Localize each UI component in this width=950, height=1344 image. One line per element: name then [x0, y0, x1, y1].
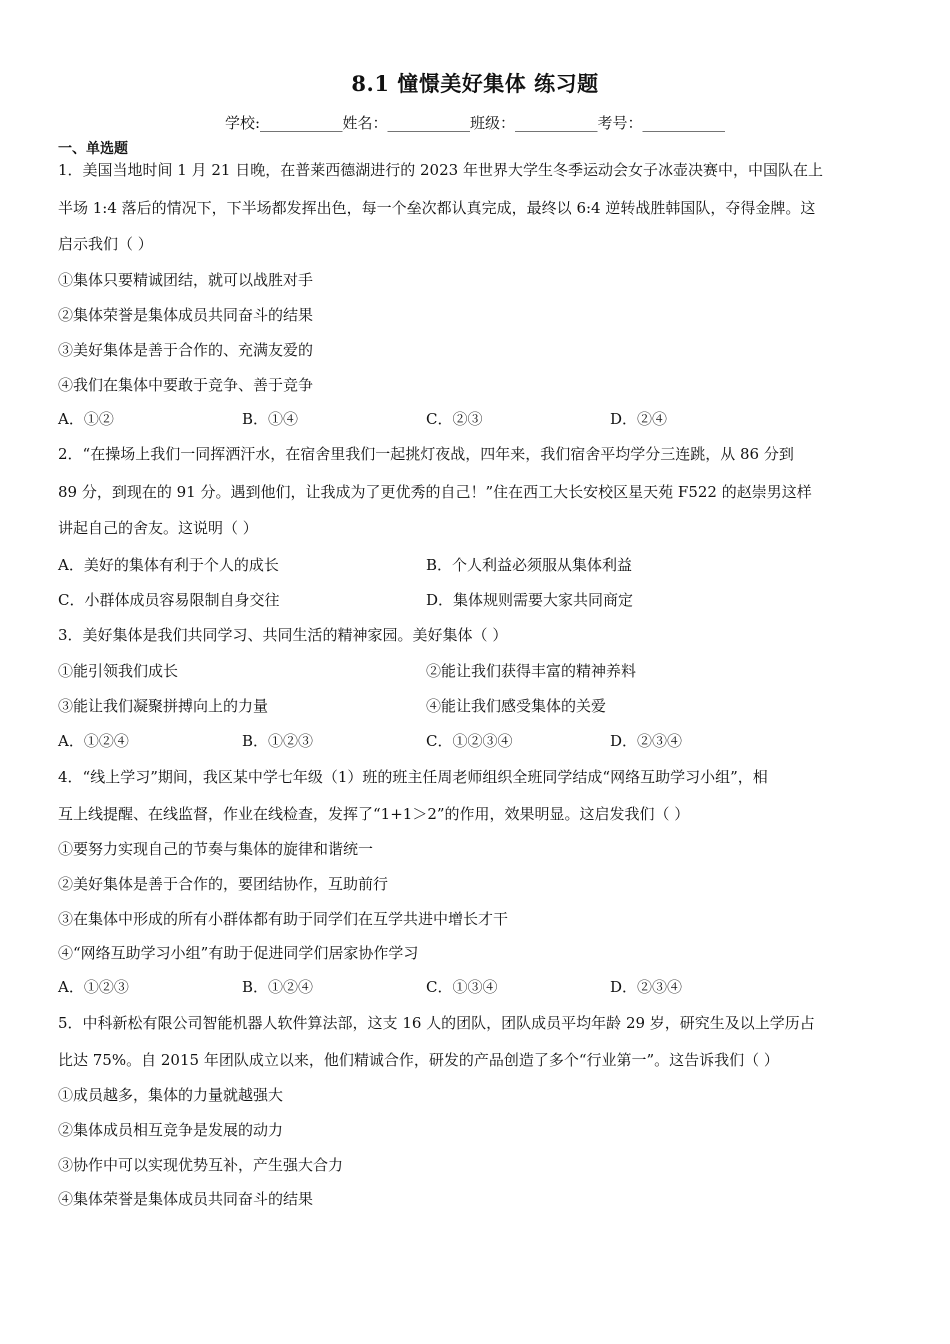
q3-option-d[interactable]: D．②③④ [610, 732, 683, 750]
q3-statement: ③能让我们凝聚拼搏向上的力量 [58, 697, 269, 715]
q2-option-c[interactable]: C．小群体成员容易限制自身交往 [58, 591, 280, 609]
q4-statement: ②美好集体是善于合作的，要团结协作，互助前行 [58, 875, 389, 893]
section-heading: 一、单选题 [58, 141, 128, 157]
page-title: 8.1 憧憬美好集体 练习题 [351, 71, 599, 96]
q3-stem-line: 3．美好集体是我们共同学习、共同生活的精神家园。美好集体（ ） [58, 626, 508, 644]
q2-stem-line: 2．“在操场上我们一同挥洒汗水，在宿舍里我们一起挑灯夜战，四年来，我们宿舍平均学分三连跳，从 86 分到 [58, 445, 794, 463]
q4-stem-line: 4．“线上学习”期间，我区某中学七年级（1）班的班主任周老师组织全班同学结成“网络互助学习小组”，相 [58, 768, 768, 786]
q3-option-a[interactable]: A．①②④ [58, 732, 129, 750]
q2-option-a[interactable]: A．美好的集体有利于个人的成长 [58, 556, 279, 574]
q5-statement: ②集体成员相互竞争是发展的动力 [58, 1121, 284, 1139]
q4-statement: ④“网络互助学习小组”有助于促进同学们居家协作学习 [58, 944, 419, 962]
q4-stem-line: 互上线提醒、在线监督，作业在线检查，发挥了“1+1＞2”的作用，效果明显。这启发我们（ ） [58, 805, 690, 823]
q5-stem-line: 比达 75%。自 2015 年团队成立以来，他们精诚合作，研发的产品创造了多个“行业第一”。这告诉我们（ ） [58, 1051, 779, 1069]
q5-stem-line: 5．中科新松有限公司智能机器人软件算法部，这支 16 人的团队，团队成员平均年龄 29 岁，研究生及以上学历占 [58, 1014, 815, 1032]
q3-option-c[interactable]: C．①②③④ [426, 732, 513, 750]
q2-option-b[interactable]: B．个人利益必须服从集体利益 [426, 556, 633, 574]
q1-stem-line: 1．美国当地时间 1 月 21 日晚，在普莱西德湖进行的 2023 年世界大学生冬季运动会女子冰壶决赛中，中国队在上 [58, 161, 823, 179]
q4-option-c[interactable]: C．①③④ [426, 978, 498, 996]
q2-stem-line: 89 分，到现在的 91 分。遇到他们，让我成为了更优秀的自己！”住在西工大长安校区星天苑 F522 的赵崇男这样 [58, 483, 812, 501]
q3-statement: ④能让我们感受集体的关爱 [426, 697, 607, 715]
q4-statement: ③在集体中形成的所有小群体都有助于同学们在互学共进中增长才干 [58, 910, 509, 928]
q5-statement: ④集体荣誉是集体成员共同奋斗的结果 [58, 1190, 314, 1208]
q1-option-d[interactable]: D．②④ [610, 410, 668, 428]
q4-option-b[interactable]: B．①②④ [242, 978, 314, 996]
q1-statement: ②集体荣誉是集体成员共同奋斗的结果 [58, 306, 314, 324]
q5-statement: ①成员越多，集体的力量就越强大 [58, 1086, 284, 1104]
q1-option-b[interactable]: B．①④ [242, 410, 299, 428]
q1-statement: ①集体只要精诚团结，就可以战胜对手 [58, 271, 314, 289]
q3-statement: ①能引领我们成长 [58, 662, 179, 680]
q4-option-d[interactable]: D．②③④ [610, 978, 683, 996]
q1-option-c[interactable]: C．②③ [426, 410, 483, 428]
q1-stem-line: 半场 1:4 落后的情况下，下半场都发挥出色，每一个垒次都认真完成，最终以 6:4 逆转战胜韩国队，夺得金牌。这 [58, 199, 816, 217]
q5-statement: ③协作中可以实现优势互补，产生强大合力 [58, 1156, 344, 1174]
q2-option-d[interactable]: D．集体规则需要大家共同商定 [426, 591, 634, 609]
q3-option-b[interactable]: B．①②③ [242, 732, 314, 750]
q3-statement: ②能让我们获得丰富的精神养料 [426, 662, 637, 680]
q4-option-a[interactable]: A．①②③ [58, 978, 129, 996]
q1-option-a[interactable]: A．①② [58, 410, 114, 428]
q4-statement: ①要努力实现自己的节奏与集体的旋律和谐统一 [58, 840, 374, 858]
q2-stem-line: 讲起自己的舍友。这说明（ ） [58, 519, 258, 537]
student-info-line: 学校:___________姓名：___________班级：___________考号：___________ [224, 114, 726, 132]
q1-stem-line: 启示我们（ ） [58, 235, 153, 253]
q1-statement: ③美好集体是善于合作的、充满友爱的 [58, 341, 314, 359]
q1-statement: ④我们在集体中要敢于竞争、善于竞争 [58, 376, 314, 394]
